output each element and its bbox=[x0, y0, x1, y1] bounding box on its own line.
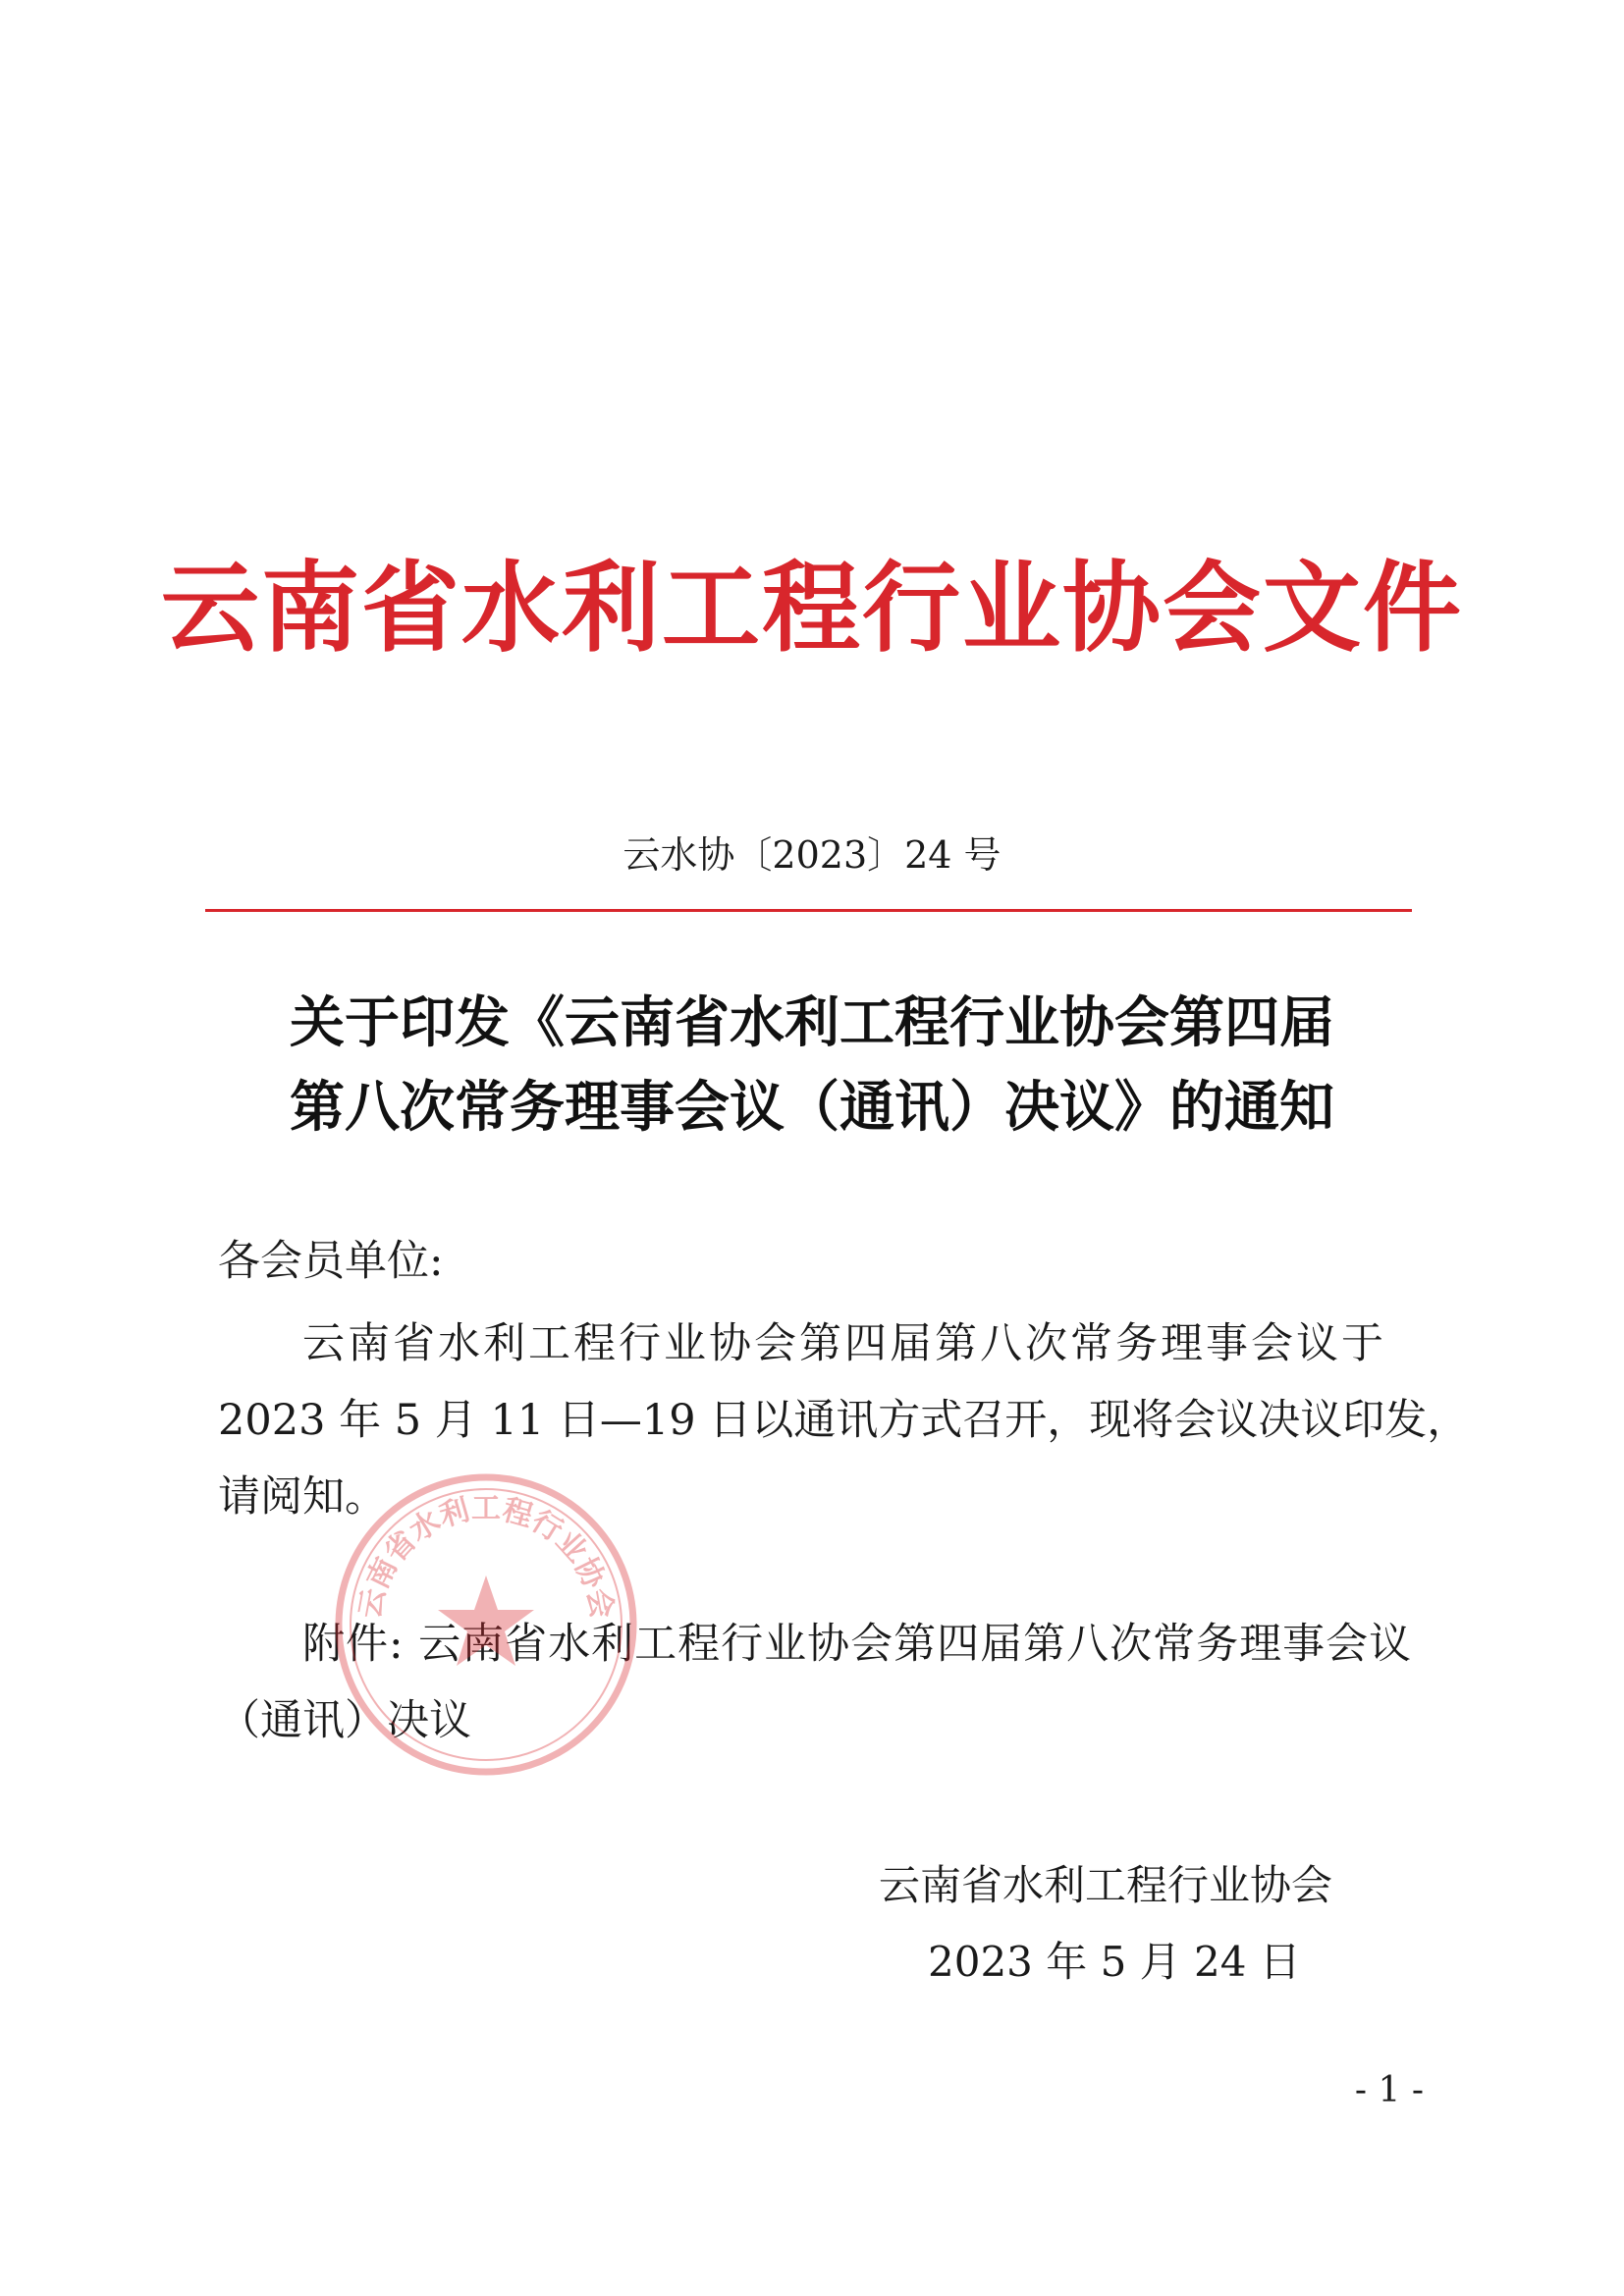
document-masthead: 云南省水利工程行业协会文件 bbox=[161, 551, 1463, 666]
body-line-2: 2023 年 5 月 11 日—19 日以通讯方式召开，现将会议决议印发， bbox=[218, 1396, 1470, 1445]
signature-organization: 云南省水利工程行业协会 bbox=[879, 1861, 1333, 1909]
attachment-line-2: （通讯）决议 bbox=[218, 1696, 471, 1745]
salutation: 各会员单位: bbox=[218, 1237, 444, 1286]
body-line-1: 云南省水利工程行业协会第四届第八次常务理事会议于 bbox=[302, 1319, 1386, 1368]
seal-star-icon bbox=[438, 1575, 534, 1666]
official-seal-stamp bbox=[324, 1463, 648, 1787]
title-line-1: 关于印发《云南省水利工程行业协会第四届 bbox=[290, 991, 1334, 1055]
attachment-line-1: 附件: 云南省水利工程行业协会第四届第八次常务理事会议 bbox=[302, 1620, 1413, 1669]
page-number: - 1 - bbox=[1354, 2070, 1424, 2110]
signature-date: 2023 年 5 月 24 日 bbox=[928, 1938, 1301, 1986]
document-title bbox=[147, 982, 1477, 1150]
document-number: 云水协〔2023〕24 号 bbox=[623, 833, 1001, 877]
body-line-3: 请阅知。 bbox=[218, 1472, 387, 1522]
signature-block bbox=[879, 1847, 1370, 2001]
red-divider-line bbox=[205, 909, 1412, 912]
seal-text: 云南省水利工程行业协会 bbox=[352, 1491, 620, 1622]
title-line-2: 第八次常务理事会议（通讯）决议》的通知 bbox=[290, 1076, 1334, 1140]
